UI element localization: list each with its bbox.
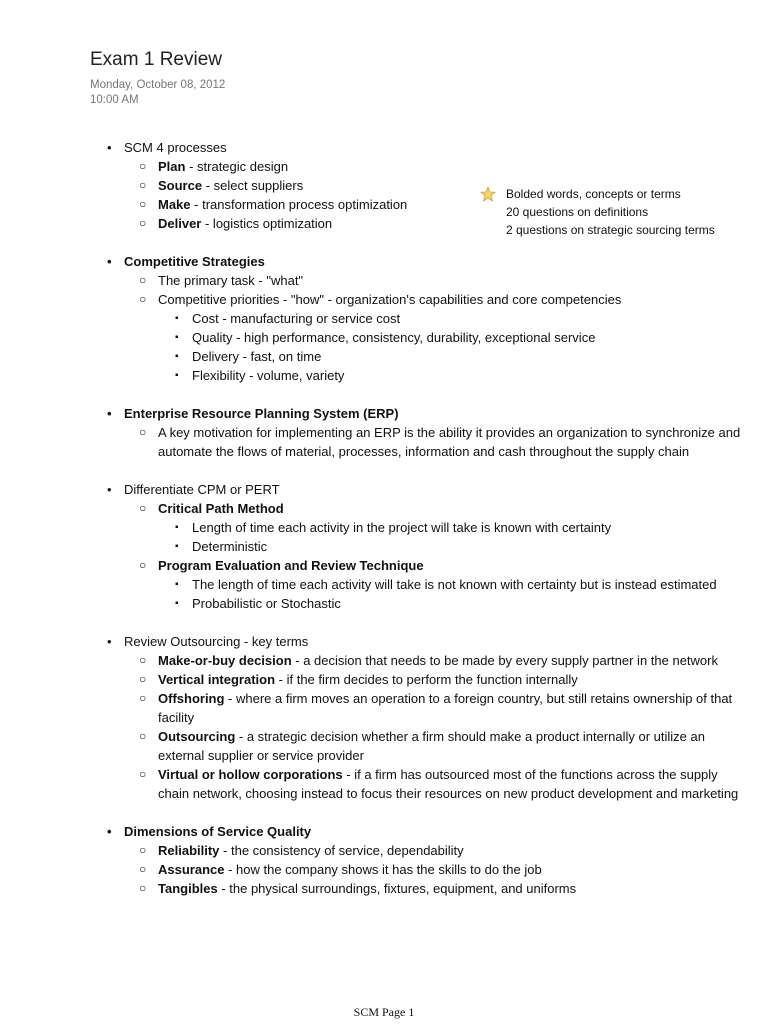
list-item: ○ Plan - strategic design [0,157,748,176]
section-cpm-pert [0,480,768,613]
sub-item: ▪ Quality - high performance, consistency, durability, exceptional service [0,328,737,347]
section-heading: • Dimensions of Service Quality [0,822,744,841]
list-item: ○ Assurance - how the company shows it has the skills to do the job [0,860,748,879]
list-item: ○ Critical Path Method [0,499,748,518]
page-meta [90,78,225,108]
sub-item: ▪ Deterministic [0,537,737,556]
list-item: ○ Outsourcing - a strategic decision whether a firm should make a product internally or utilize an external supplier or service provider [0,727,748,765]
note-line: Bolded words, concepts or terms [506,187,681,201]
list-item: ○ Reliability - the consistency of service, dependability [0,841,748,860]
section-heading: • Differentiate CPM or PERT [0,480,744,499]
page-footer: SCM Page 1 [353,1005,415,1019]
sub-item: ▪ The length of time each activity will take is not known with certainty but is instead estimated [0,575,737,594]
page-date: Monday, October 08, 2012 [90,79,226,91]
list-item: ○ Program Evaluation and Review Technique [0,556,748,575]
section-heading: • Review Outsourcing - key terms [0,632,744,651]
list-item: ○ Competitive priorities - "how" - organization's capabilities and core competencies [0,290,748,309]
section-scm-processes [0,138,768,233]
section-erp [0,404,768,461]
list-item: ○ Make-or-buy decision - a decision that needs to be made by every supply partner in the network [0,651,748,670]
section-heading: • Competitive Strategies [0,252,744,271]
list-item: ○ Vertical integration - if the firm decides to perform the function internally [0,670,748,689]
section-competitive-strategies [0,252,768,385]
note-line: 2 questions on strategic sourcing terms [506,223,715,237]
section-heading: • Enterprise Resource Planning System (ERP) [0,404,744,423]
list-item: ○ Tangibles - the physical surroundings, fixtures, equipment, and uniforms [0,879,748,898]
section-outsourcing [0,632,768,803]
page-title: Exam 1 Review [90,49,222,70]
page-time: 10:00 AM [90,94,139,106]
note-line: 20 questions on definitions [506,205,649,219]
section-heading: • SCM 4 processes [0,138,744,157]
list-item: ○ Deliver - logistics optimization [0,214,748,233]
sub-item: ▪ Cost - manufacturing or service cost [0,309,737,328]
list-item: ○ A key motivation for implementing an ERP is the ability it provides an organization to synchronize and automate the flows of material, processes, information and cash throughout the supply chain [0,423,748,461]
sub-item: ▪ Length of time each activity in the project will take is known with certainty [0,518,737,537]
section-service-quality [0,822,768,898]
list-item: ○ Offshoring - where a firm moves an operation to a foreign country, but still retains ownership of that facility [0,689,748,727]
list-item: ○ Source - select suppliers [0,176,748,195]
list-item: ○ Make - transformation process optimization [0,195,748,214]
list-item: ○ Virtual or hollow corporations - if a firm has outsourced most of the functions across the supply chain network, choosing instead to focus their resources on new product development and marketing [0,765,748,803]
sub-item: ▪ Flexibility - volume, variety [0,366,737,385]
notes-content [0,138,768,917]
sub-item: ▪ Delivery - fast, on time [0,347,737,366]
list-item: ○ The primary task - "what" [0,271,748,290]
sub-item: ▪ Probabilistic or Stochastic [0,594,737,613]
